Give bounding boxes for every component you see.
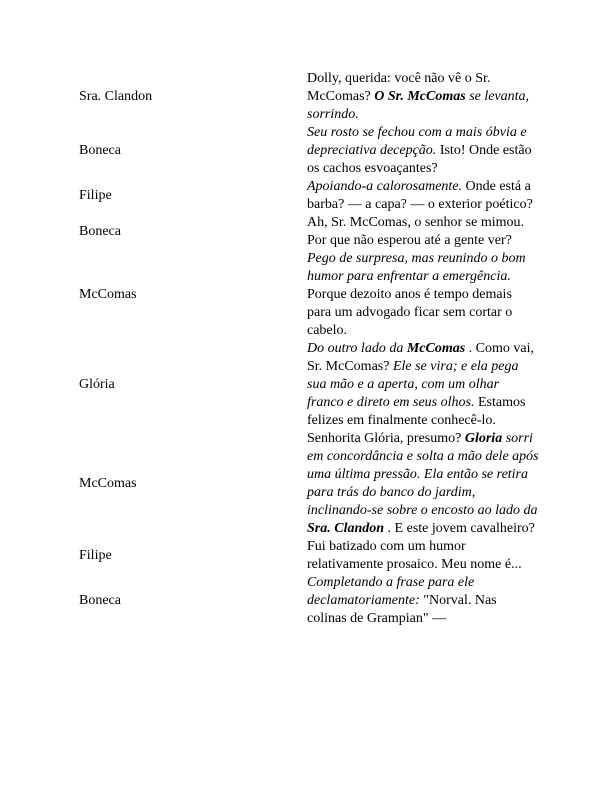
stage-direction: se levanta, sorrindo.	[307, 89, 533, 122]
dialogue-text	[307, 538, 539, 574]
spoken-text: . E este jovem cavalheiro?	[384, 521, 535, 536]
speaker-name: Filipe	[79, 188, 112, 203]
dialogue-row	[0, 250, 612, 340]
stage-direction: Seu rosto se fechou com a mais óbvia e depreciativa decepção.	[307, 125, 531, 158]
dialogue-row	[0, 340, 612, 430]
dialogue-row	[0, 70, 612, 124]
dialogue-row	[0, 124, 612, 178]
spoken-text: Estamos felizes em finalmente conhecê-lo.	[307, 395, 529, 428]
stage-direction: Sra. Clandon	[307, 521, 385, 536]
dialogue-row	[0, 214, 612, 250]
spoken-text: Senhorita Glória, presumo?	[307, 431, 465, 446]
speaker-name: Filipe	[79, 548, 112, 563]
stage-direction: Apoiando-a calorosamente.	[307, 179, 463, 194]
spoken-text: Fui batizado com um humor relativamente prosaico. Meu nome é...	[307, 539, 522, 572]
stage-direction: Do outro lado da	[307, 341, 407, 356]
spoken-text: Porque dezoito anos é tempo demais para um advogado ficar sem cortar o cabelo.	[307, 269, 516, 338]
dialogue-text	[307, 340, 539, 430]
dialogue-text	[307, 430, 543, 538]
stage-direction: Pego de surpresa, mas reunindo o bom humor para enfrentar a emergência.	[307, 251, 530, 284]
spoken-text: Ah, Sr. McComas, o senhor se mimou. Por que não esperou até a gente ver?	[307, 215, 528, 248]
spoken-text: Isto! Onde estão os cachos esvoaçantes?	[307, 143, 536, 176]
stage-direction: O Sr. McComas	[374, 89, 466, 104]
dialogue-text	[307, 250, 539, 340]
dialogue-row	[0, 538, 612, 574]
dialogue-text	[307, 178, 539, 214]
dialogue-row	[0, 430, 612, 538]
spoken-text: Onde está a barba? — a capa? — o exterior poético?	[307, 179, 535, 212]
dialogue-row	[0, 178, 612, 214]
stage-direction: Completando a frase para ele declamatoriamente:	[307, 575, 478, 608]
dialogue-text	[307, 70, 539, 124]
stage-direction: Gloria	[464, 431, 503, 446]
speaker-name: Boneca	[79, 224, 121, 239]
speaker-name: Boneca	[79, 593, 121, 608]
speaker-name: Glória	[79, 377, 115, 392]
stage-direction: McComas	[406, 341, 466, 356]
spoken-text: Dolly, querida: você não vê o Sr. McComas?	[307, 71, 494, 104]
dialogue-text	[307, 214, 539, 250]
spoken-text: . Como vai, Sr. McComas?	[307, 341, 538, 374]
speaker-name: Sra. Clandon	[79, 89, 153, 104]
dialogue-text	[307, 124, 539, 178]
stage-direction: Ele se vira; e ela pega sua mão e a aperta, com um olhar franco e direto em seus olhos.	[307, 359, 523, 410]
stage-direction: sorri em concordância e solta a mão dele após uma última pressão. Ela então se retira para trás do banco do jardim, inclinando-se sobre o encosto ao lado da	[307, 431, 543, 518]
speaker-name: McComas	[79, 476, 137, 491]
script-page	[0, 70, 612, 628]
spoken-text: "Norval. Nas colinas de Grampian" —	[307, 593, 501, 626]
speaker-name: Boneca	[79, 143, 121, 158]
speaker-name: McComas	[79, 287, 137, 302]
dialogue-text	[307, 574, 539, 628]
dialogue-row	[0, 574, 612, 628]
